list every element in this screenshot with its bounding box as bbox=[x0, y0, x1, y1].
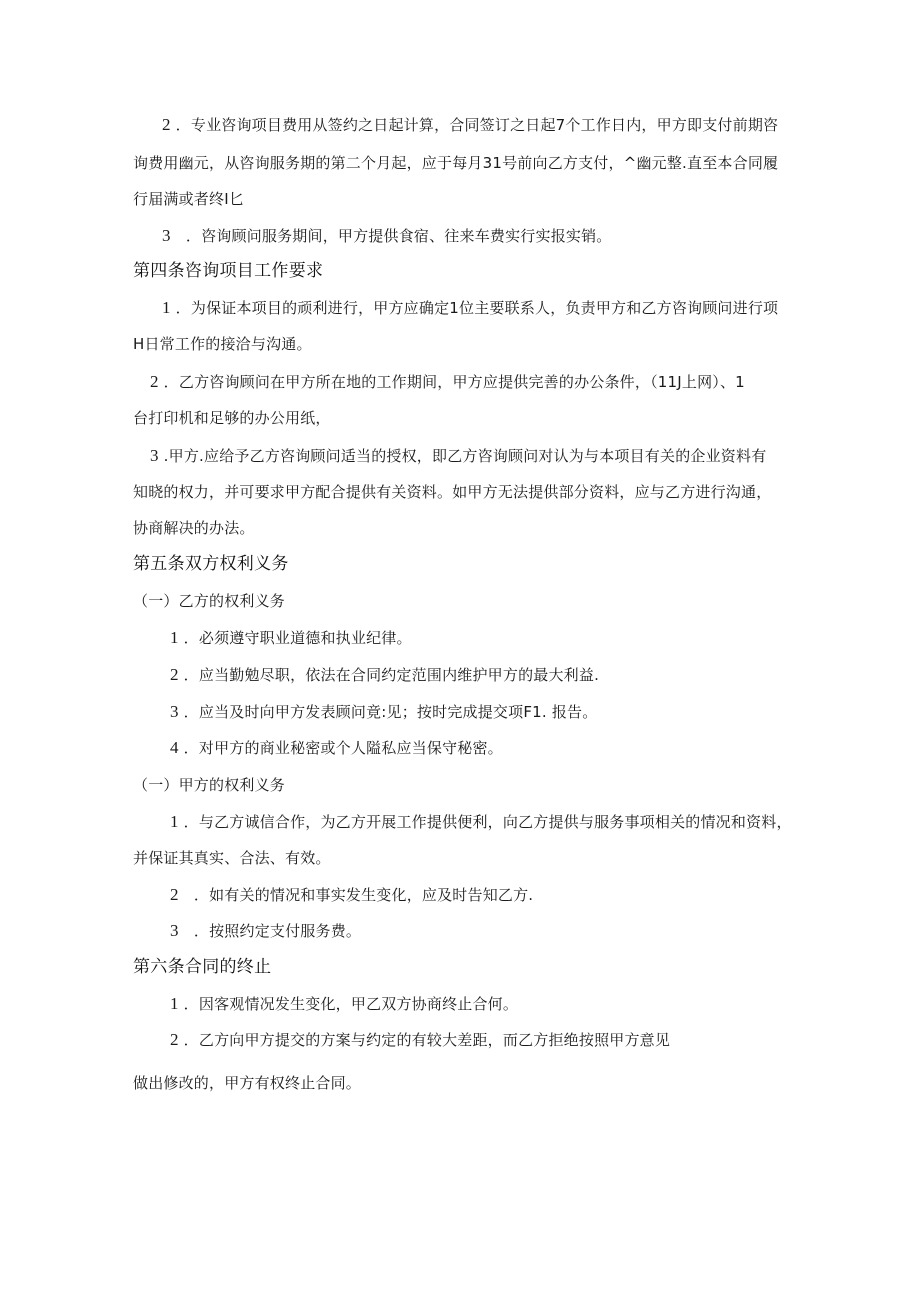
item-number: 2 bbox=[170, 1030, 179, 1049]
item-text: ．咨询顾问服务期间，甲方提供食宿、往来车费实行实报实销。 bbox=[170, 227, 612, 245]
sec4-item1-line2: H日常工作的接洽与沟通。 bbox=[133, 335, 312, 353]
item-number: 4 bbox=[170, 738, 179, 757]
item-text: ．为保证本项目的顽利进行，甲方应确定1位主要联系人，负责甲方和乙方咨询顾问进行项 bbox=[170, 299, 779, 317]
item-number: 3 bbox=[170, 921, 179, 940]
sec3-item3 bbox=[162, 226, 612, 246]
sec4-item3-line3: 协商解决的办法。 bbox=[133, 519, 255, 537]
sec3-item2-line2: 询费用幽元，从咨询服务期的第二个月起，应于每月31号前向乙方支付，^幽元整.直至本合同履 bbox=[133, 154, 779, 172]
item-number: 1 bbox=[170, 994, 179, 1013]
sec5-sub1-item4 bbox=[170, 738, 503, 758]
item-text: ．乙方向甲方提交的方案与约定的有较大差距，而乙方拒绝按照甲方意见 bbox=[178, 1031, 671, 1049]
sec4-item3-line2: 知晓的权力，并可要求甲方配合提供有关资料。如甲方无法提供部分资料，应与乙方进行沟通， bbox=[133, 483, 772, 501]
sec5-sub2-item1-line1 bbox=[170, 812, 792, 832]
section-6-heading: 第六条合同的终止 bbox=[133, 957, 272, 977]
sec5-sub1-item2 bbox=[170, 665, 599, 685]
item-text: ．应当勤勉尽职，依法在合同约定范围内维护甲方的最大利益. bbox=[178, 666, 600, 684]
item-text: ．乙方咨询顾问在甲方所在地的工作期间，甲方应提供完善的办公条件，（11J上网）、1 bbox=[158, 373, 745, 391]
sec5-subheading-1: （一）乙方的权利义务 bbox=[133, 592, 286, 610]
section-5-heading: 第五条双方权利义务 bbox=[133, 554, 289, 574]
item-number: 3 bbox=[170, 702, 179, 721]
item-number: 1 bbox=[170, 628, 179, 647]
sec6-item1 bbox=[170, 994, 518, 1014]
sec4-item2-line1 bbox=[150, 372, 745, 392]
sec5-sub1-item1 bbox=[170, 628, 412, 648]
item-text: ．按照约定支付服务费。 bbox=[178, 922, 362, 940]
sec4-item3-line1 bbox=[150, 446, 766, 466]
item-number: 3 bbox=[162, 226, 171, 245]
item-number: 1 bbox=[170, 812, 179, 831]
sec4-item1-line1 bbox=[162, 298, 778, 318]
item-text: ．如有关的情况和事实发生变化，应及时告知乙方. bbox=[178, 886, 534, 904]
item-number: 3 bbox=[150, 446, 159, 465]
sec3-item2-line1 bbox=[162, 115, 778, 135]
item-number: 1 bbox=[162, 298, 171, 317]
item-number: 2 bbox=[162, 115, 171, 134]
sec4-item2-line2: 台打印机和足够的办公用纸， bbox=[133, 409, 331, 427]
item-number: 2 bbox=[170, 665, 179, 684]
item-text: ．应当及时向甲方发表顾问竟:见；按时完成提交项F1. 报告。 bbox=[178, 703, 598, 721]
sec5-sub2-item2 bbox=[170, 885, 533, 905]
sec5-sub1-item3 bbox=[170, 702, 597, 722]
item-text: ．必须遵守职业道德和执业纪律。 bbox=[178, 629, 412, 647]
item-text: .甲方.应给予乙方咨询顾问适当的授权，即乙方咨询顾问对认为与本项目有关的企业资料有 bbox=[158, 447, 767, 465]
item-text: ．对甲方的商业秘密或个人隘私应当保守秘密。 bbox=[178, 739, 503, 757]
item-text: ．与乙方诚信合作，为乙方开展工作提供便利，向乙方提供与服务事项相关的情况和资料， bbox=[178, 813, 792, 831]
sec5-subheading-2: （一）甲方的权利义务 bbox=[133, 776, 286, 794]
sec3-item2-line3: 行届满或者终I匕 bbox=[133, 190, 245, 208]
item-number: 2 bbox=[170, 885, 179, 904]
item-text: ．专业咨询项目费用从签约之日起计算，合同签订之日起7个工作日内，甲方即支付前期咨 bbox=[170, 116, 779, 134]
sec6-item2-line2: 做出修改的，甲方有权终止合同。 bbox=[133, 1074, 362, 1092]
item-text: ．因客观情况发生变化，甲乙双方协商终止合何。 bbox=[178, 995, 519, 1013]
sec6-item2-line1 bbox=[170, 1030, 670, 1050]
sec5-sub2-item3 bbox=[170, 921, 361, 941]
section-4-heading: 第四条咨询项目工作要求 bbox=[133, 261, 324, 281]
sec5-sub2-item1-line2: 并保证其真实、合法、有效。 bbox=[133, 849, 331, 867]
item-number: 2 bbox=[150, 372, 159, 391]
